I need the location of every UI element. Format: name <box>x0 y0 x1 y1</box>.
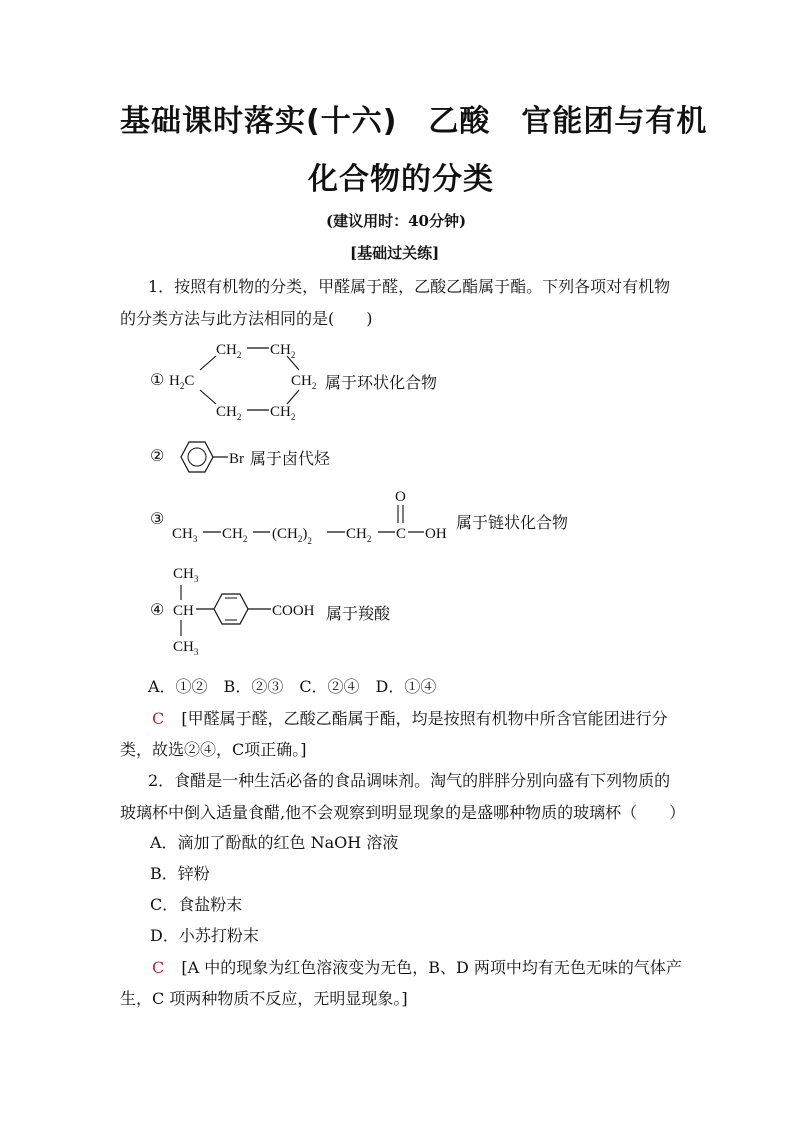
item1-marker: ① <box>150 372 165 389</box>
svg-text:CH: CH <box>173 603 194 619</box>
item3-marker: ③ <box>150 511 165 528</box>
svg-text:Br: Br <box>229 451 244 467</box>
svg-text:CH2: $CH_2$ <box>270 342 296 360</box>
item1-text: 属于环状化合物 <box>325 373 438 392</box>
page-title-line1: 基础课时落实(十六) 乙酸 官能团与有机 <box>120 104 708 139</box>
item3-text: 属于链状化合物 <box>456 513 569 532</box>
time-note: (建议用时：40分钟) <box>326 212 467 230</box>
q2-explanation-line1: [A 中的现象为红色溶液变为无色，B、D 两项中均有无色无味的气体产 <box>181 958 682 977</box>
q2-answer-letter: C <box>152 958 165 977</box>
svg-text:CH3: $CH_3$ <box>173 566 199 584</box>
svg-text:CH2: $CH_2$ <box>216 404 242 422</box>
section-heading: [基础过关练] <box>350 244 440 262</box>
item4-marker: ④ <box>150 602 165 619</box>
svg-text:(CH2)2: $(CH_2)_2$ <box>272 526 312 546</box>
svg-text:CH2: $CH_2$ <box>270 404 296 422</box>
svg-text:C: C <box>396 526 407 542</box>
item4-text: 属于羧酸 <box>326 604 391 623</box>
q2-stem-line2: 玻璃杯中倒入适量食醋,他不会观察到明显现象的是盛哪种物质的玻璃杯（ ） <box>120 803 686 822</box>
item2-text: 属于卤代烃 <box>250 449 331 468</box>
q2-stem-line1: 2．食醋是一种生活必备的食品调味剂。淘气的胖胖分别向盛有下列物质的 <box>148 771 671 790</box>
svg-text:CH3: $CH_3$ <box>172 526 198 544</box>
svg-text:O: O <box>395 489 406 505</box>
q1-answer <box>152 706 668 729</box>
q1-stem-line2: 的分类方法与此方法相同的是( ) <box>120 309 373 328</box>
page-title-line2: 化合物的分类 <box>308 162 494 197</box>
svg-text:CH2: $CH_2$ <box>216 342 242 360</box>
q1-options: A．①② B．②③ C．②④ D．①④ <box>148 677 437 696</box>
q2-option-a: A．滴加了酚酞的红色 NaOH 溶液 <box>150 833 399 852</box>
svg-text:CH3: $CH_3$ <box>173 639 199 657</box>
cyclohexane-structure <box>150 342 316 422</box>
item2-marker: ② <box>150 448 165 465</box>
isopropylbenzoic-acid-structure <box>150 566 315 657</box>
carboxylic-chain-structure <box>150 489 447 546</box>
q1-explanation-line2: 类，故选②④，C项正确。] <box>120 740 307 759</box>
svg-text:OH: OH <box>425 526 447 542</box>
q1-answer-letter: C <box>152 709 165 728</box>
q2-explanation-line2: 生，C 项两种物质不反应，无明显现象。] <box>120 989 408 1008</box>
q1-explanation-line1: [甲醛属于醛，乙酸乙酯属于酯，均是按照有机物中所含官能团进行分 <box>181 709 668 728</box>
svg-text:H2C: $H_2C$ <box>169 373 195 391</box>
q2-option-c: C．食盐粉末 <box>150 895 243 914</box>
q2-answer <box>152 955 682 978</box>
svg-text:CH2: $CH_2$ <box>346 526 372 544</box>
svg-text:COOH: COOH <box>272 603 315 619</box>
svg-text:CH2: $CH_2$ <box>222 526 248 544</box>
q2-option-d: D．小苏打粉末 <box>150 926 259 945</box>
bromobenzene-structure <box>150 442 244 472</box>
q2-option-b: B．锌粉 <box>150 864 210 883</box>
q1-stem-line1: 1．按照有机物的分类，甲醛属于醛，乙酸乙酯属于酯。下列各项对有机物 <box>148 277 671 296</box>
svg-text:CH2: $CH_2$ <box>291 373 317 391</box>
